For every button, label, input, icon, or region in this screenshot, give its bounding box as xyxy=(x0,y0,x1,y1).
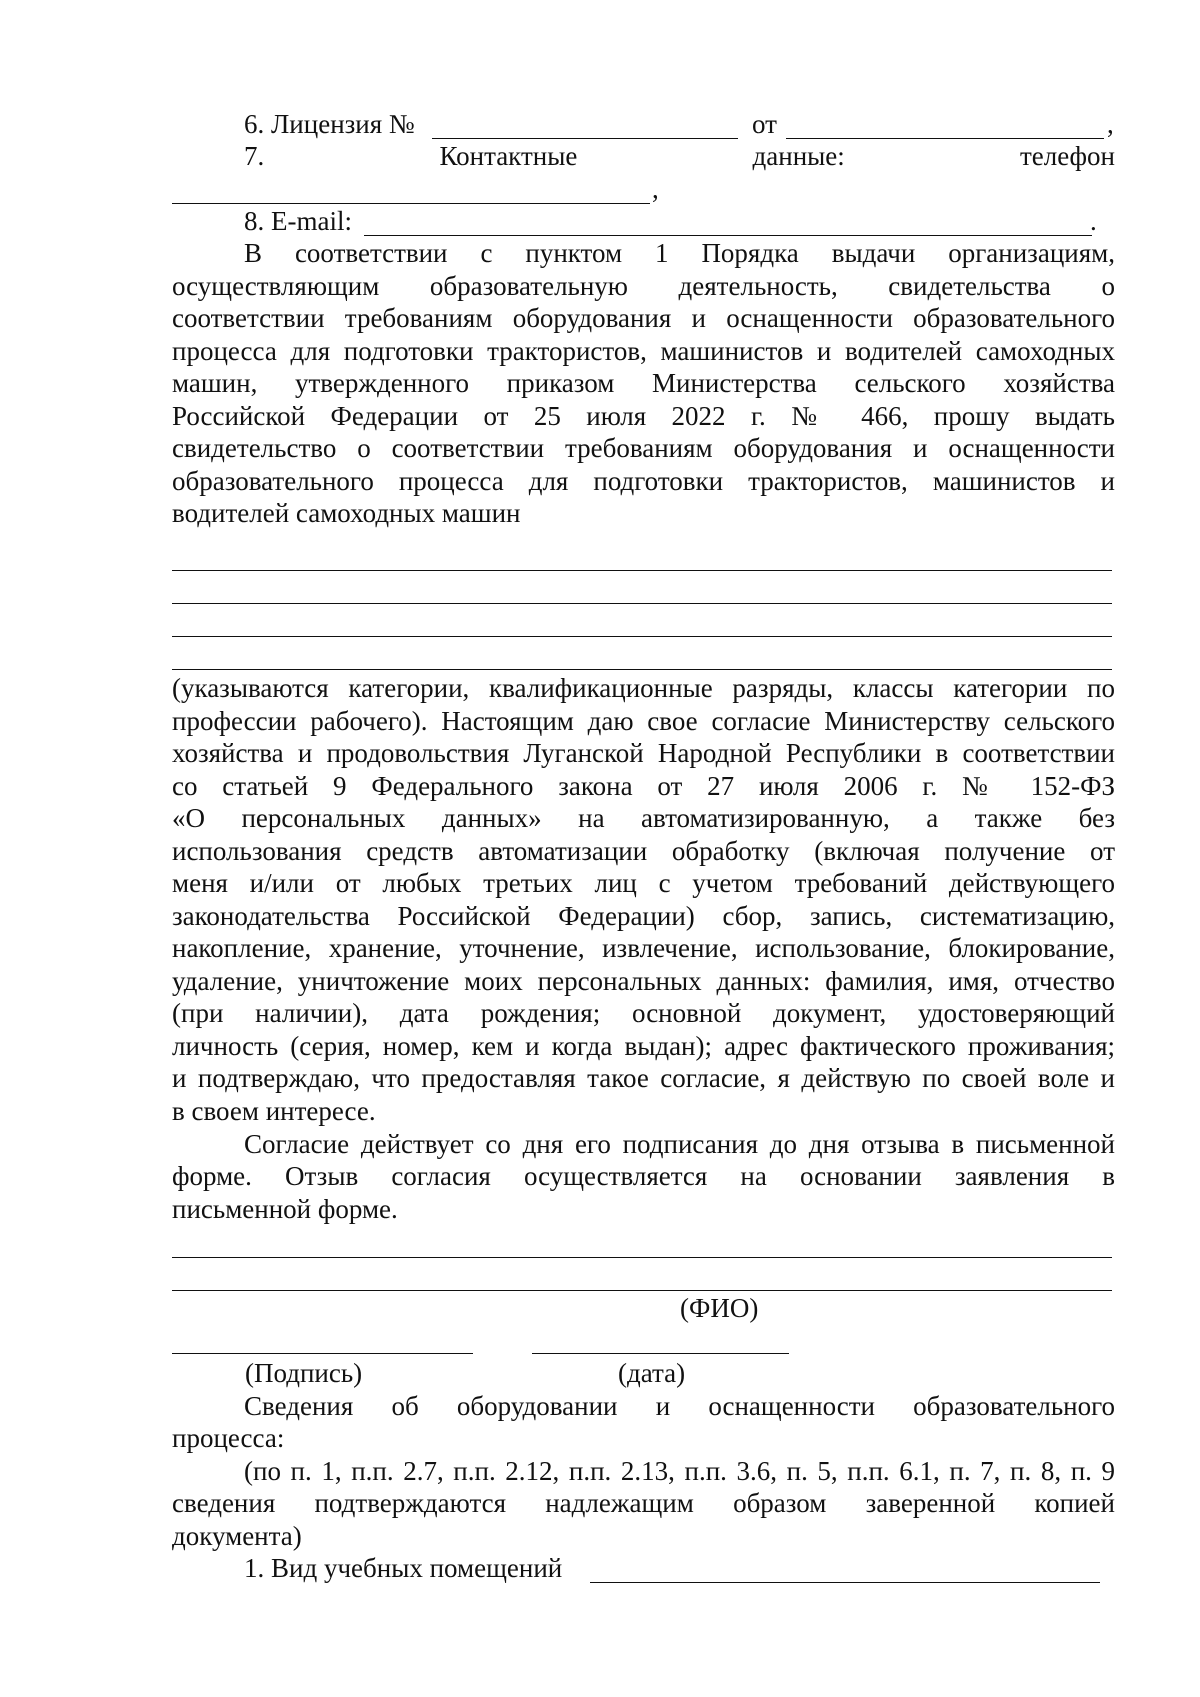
categories-field-1[interactable] xyxy=(172,570,1112,571)
equipment-line-2: процесса: xyxy=(172,1423,285,1453)
consent-line-2: профессии рабочего). Настоящим даю свое согласие Министерству сельского xyxy=(172,706,1115,736)
item-1-label: 1. Вид учебных помещений xyxy=(244,1553,563,1583)
request-line-8: образовательного процесса для подготовки трактористов, машинистов и xyxy=(172,466,1115,496)
license-number-field[interactable] xyxy=(432,138,738,139)
request-line-5: машин, утвержденного приказом Министерства сельского хозяйства xyxy=(172,368,1115,398)
email-field[interactable] xyxy=(364,235,1092,236)
consent-line-5: «О персональных данных» на автоматизированную, а также без xyxy=(172,803,1115,833)
request-line-7: свидетельство о соответствии требованиям оборудования и оснащенности xyxy=(172,433,1115,463)
fio-field-1[interactable] xyxy=(172,1257,1112,1258)
request-line-2: осуществляющим образовательную деятельность, свидетельства о xyxy=(172,271,1115,301)
validity-line-1: Согласие действует со дня его подписания до дня отзыва в письменной xyxy=(244,1129,1115,1159)
date-caption: (дата) xyxy=(618,1358,686,1388)
request-line-4: процесса для подготовки трактористов, машинистов и водителей самоходных xyxy=(172,336,1115,366)
date-field[interactable] xyxy=(532,1353,789,1354)
license-comma: , xyxy=(1107,109,1114,139)
equipment-note-line-2: сведения подтверждаются надлежащим образом заверенной копией xyxy=(172,1488,1115,1518)
consent-line-9: накопление, хранение, уточнение, извлечение, использование, блокирование, xyxy=(172,933,1115,963)
license-from-label: от xyxy=(752,109,777,139)
categories-field-2[interactable] xyxy=(172,603,1112,604)
fio-field-2[interactable] xyxy=(172,1290,1112,1291)
validity-line-2: форме. Отзыв согласия осуществляется на основании заявления в xyxy=(172,1161,1115,1191)
phone-comma: , xyxy=(652,174,659,204)
equipment-line-1: Сведения об оборудовании и оснащенности образовательного xyxy=(244,1391,1115,1421)
consent-line-14: в своем интересе. xyxy=(172,1096,376,1126)
consent-line-10: удаление, уничтожение моих персональных данных: фамилия, имя, отчество xyxy=(172,966,1115,996)
categories-field-3[interactable] xyxy=(172,636,1112,637)
request-line-6: Российской Федерации от 25 июля 2022 г. № 466, прошу выдать xyxy=(172,401,1115,431)
contacts-word-3: телефон xyxy=(1019,141,1115,171)
consent-line-1: (указываются категории, квалификационные разряды, классы категории по xyxy=(172,673,1115,703)
equipment-note-line-1: (по п. 1, п.п. 2.7, п.п. 2.12, п.п. 2.13, п.п. 3.6, п. 5, п.п. 6.1, п. 7, п. 8, п. 9 xyxy=(244,1456,1115,1486)
contacts-number: 7. xyxy=(244,141,265,171)
fio-caption: (ФИО) xyxy=(680,1293,759,1323)
signature-field[interactable] xyxy=(172,1353,473,1354)
contacts-word-1: Контактные xyxy=(439,141,578,171)
consent-line-7: меня и/или от любых третьих лиц с учетом требований действующего xyxy=(172,868,1115,898)
categories-field-4[interactable] xyxy=(172,669,1112,670)
room-type-field[interactable] xyxy=(590,1582,1100,1583)
contacts-word-2: данные: xyxy=(752,141,845,171)
request-line-9: водителей самоходных машин xyxy=(172,498,521,528)
license-label: 6. Лицензия № xyxy=(244,109,415,139)
contacts-line xyxy=(172,140,1115,173)
equipment-note-line-3: документа) xyxy=(172,1521,302,1551)
consent-line-6: использования средств автоматизации обработку (включая получение от xyxy=(172,836,1115,866)
consent-line-11: (при наличии), дата рождения; основной документ, удостоверяющий xyxy=(172,998,1115,1028)
request-line-1: В соответствии с пунктом 1 Порядка выдачи организациям, xyxy=(244,238,1115,268)
consent-line-4: со статьей 9 Федерального закона от 27 июля 2006 г. № 152-ФЗ xyxy=(172,771,1115,801)
email-label: 8. E-mail: xyxy=(244,206,352,236)
validity-line-3: письменной форме. xyxy=(172,1194,398,1224)
consent-line-8: законодательства Российской Федерации) сбор, запись, систематизацию, xyxy=(172,901,1115,931)
consent-line-3: хозяйства и продовольствия Луганской Народной Республики в соответствии xyxy=(172,738,1115,768)
signature-caption: (Подпись) xyxy=(245,1358,363,1388)
consent-line-13: и подтверждаю, что предоставляя такое согласие, я действую по своей воле и xyxy=(172,1063,1115,1093)
phone-field[interactable] xyxy=(172,203,650,204)
consent-line-12: личность (серия, номер, кем и когда выдан); адрес фактического проживания; xyxy=(172,1031,1115,1061)
license-date-field[interactable] xyxy=(786,138,1104,139)
email-period: . xyxy=(1090,206,1097,236)
request-line-3: соответствии требованиям оборудования и оснащенности образовательного xyxy=(172,303,1115,333)
